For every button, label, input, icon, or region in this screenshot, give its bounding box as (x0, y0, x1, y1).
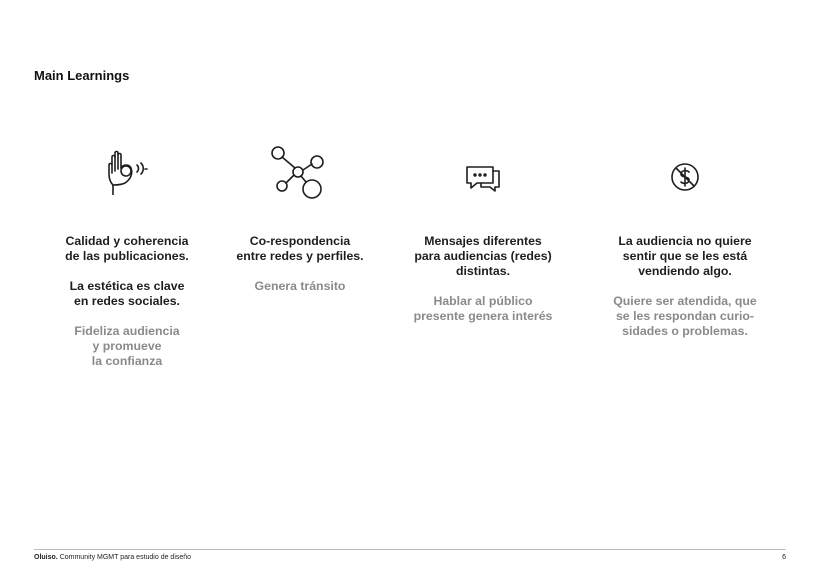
footer-subtitle: Community MGMT para estudio de diseño (59, 554, 192, 561)
learning-column-4 (600, 145, 770, 354)
network-nodes-icon (270, 145, 330, 201)
learning-secondary-text: Fideliza audiencia y promueve la confianza (74, 324, 180, 368)
learning-column-2 (215, 145, 385, 309)
learning-secondary-text: Genera tránsito (254, 279, 346, 293)
learning-secondary-text: Hablar al público presente genera interés (413, 294, 553, 323)
no-money-icon (663, 145, 707, 195)
learning-primary-text: La audiencia no quiere sentir que se les está vendiendo algo. (618, 234, 752, 278)
page-title: Main Learnings (34, 68, 130, 83)
learning-primary-text: Calidad y coherencia de las publicaciones. (65, 234, 189, 263)
ok-hand-icon (105, 145, 149, 195)
learning-column-1 (42, 145, 212, 384)
page-number: 6 (782, 554, 786, 561)
learning-primary-text: Mensajes diferentes para audiencias (redes) distintas. (414, 234, 552, 278)
footer-brand: Oluiso. (34, 554, 58, 561)
footer-divider (34, 549, 786, 550)
learning-secondary-text: Quiere ser atendida, que se les respondan curio- sidades o problemas. (613, 294, 757, 338)
chat-bubbles-icon (461, 145, 505, 195)
learning-column-3 (398, 145, 568, 339)
learning-primary-text: Co-respondencia entre redes y perfiles. (236, 234, 364, 263)
learning-primary-text: La estética es clave en redes sociales. (69, 279, 185, 308)
footer-caption (34, 554, 191, 561)
